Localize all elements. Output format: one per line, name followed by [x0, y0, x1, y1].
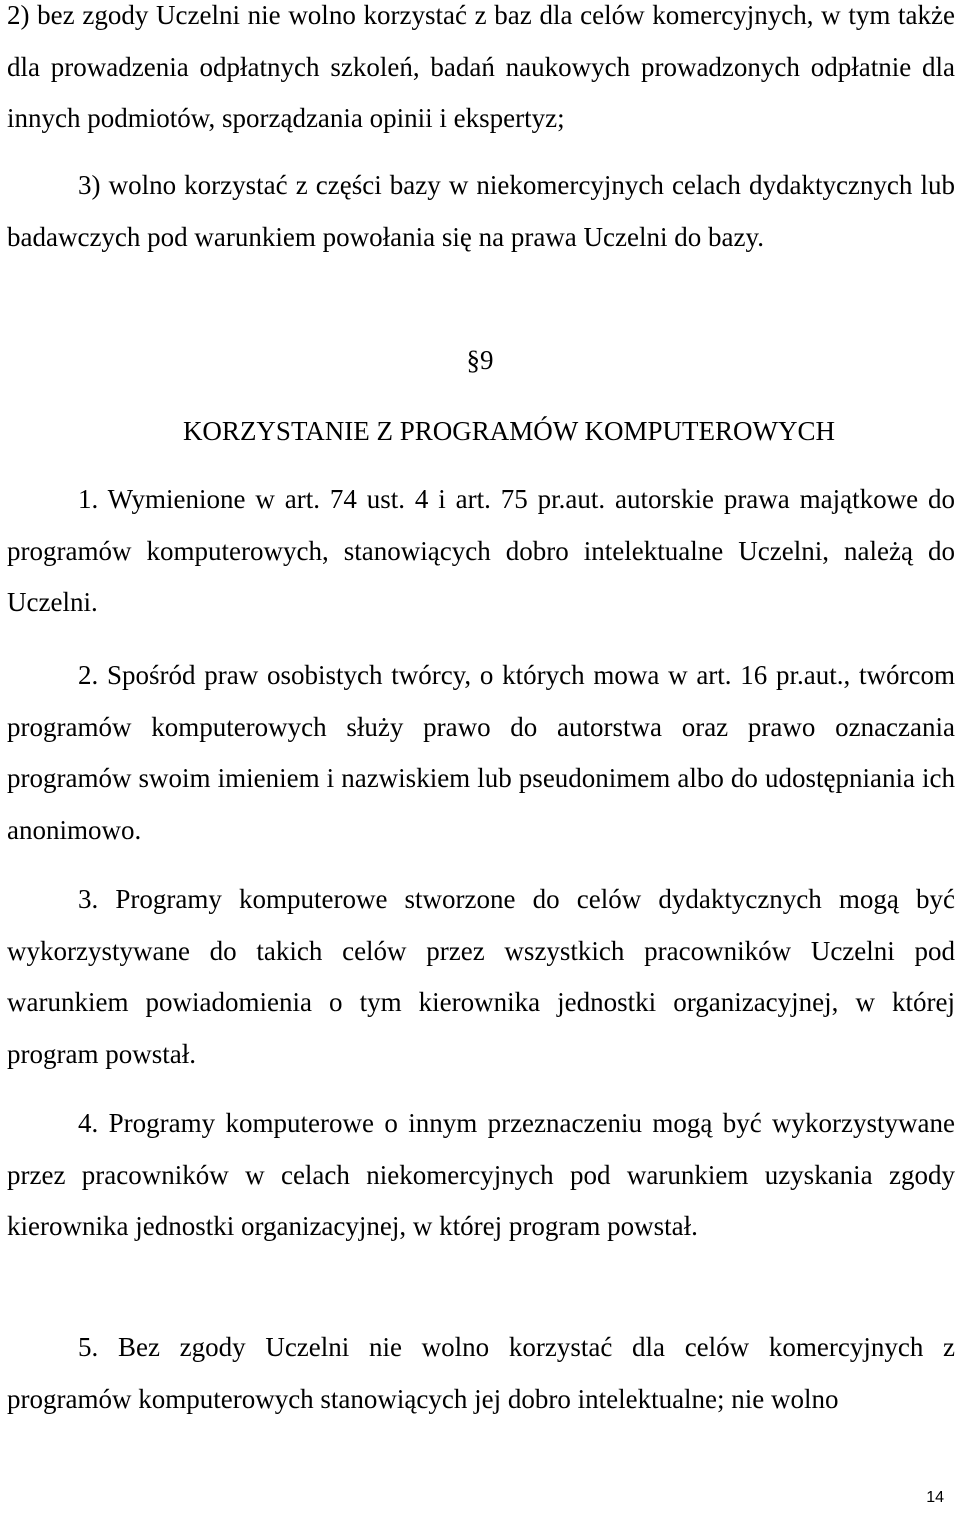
paragraph-point-2: 2. Spośród praw osobistych twórcy, o których mowa w art. 16 pr.aut., twórcom programów komputerowych służy prawo do autorstwa oraz prawo oznaczania programów swoim imieniem i nazwiskiem lub pseudonimem albo do udostępniania ich anonimowo.: [7, 660, 955, 845]
paragraph-item-3: 3) wolno korzystać z części bazy w niekomercyjnych celach dydaktycznych lub badawczych pod warunkiem powołania się na prawa Uczelni do bazy.: [7, 170, 955, 252]
section-title: KORZYSTANIE Z PROGRAMÓW KOMPUTEROWYCH: [182, 416, 836, 446]
page-number: 14: [926, 1489, 944, 1506]
paragraph-point-3: 3. Programy komputerowe stworzone do celów dydaktycznych mogą być wykorzystywane do takich celów przez wszystkich pracowników Uczelni pod warunkiem powiadomienia o tym kierownika jednostki organizacyjnej, w której program powstał.: [7, 884, 955, 1069]
paragraph-item-2: 2) bez zgody Uczelni nie wolno korzystać z baz dla celów komercyjnych, w tym także dla prowadzenia odpłatnych szkoleń, badań naukowych prowadzonych odpłatnie dla innych podmiotów, sporządzania opinii i ekspertyz;: [7, 0, 955, 133]
paragraph-point-5: 5. Bez zgody Uczelni nie wolno korzystać dla celów komercyjnych z programów komputerowych stanowiących jej dobro intelektualne; nie wolno: [7, 1332, 955, 1414]
section-mark: §9: [466, 345, 494, 375]
paragraph-point-4: 4. Programy komputerowe o innym przeznaczeniu mogą być wykorzystywane przez pracowników w celach niekomercyjnych pod warunkiem uzyskania zgody kierownika jednostki organizacyjnej, w której program powstał.: [7, 1108, 955, 1241]
paragraph-point-1: 1. Wymienione w art. 74 ust. 4 i art. 75 pr.aut. autorskie prawa majątkowe do programów komputerowych, stanowiących dobro intelektualne Uczelni, należą do Uczelni.: [7, 484, 955, 617]
